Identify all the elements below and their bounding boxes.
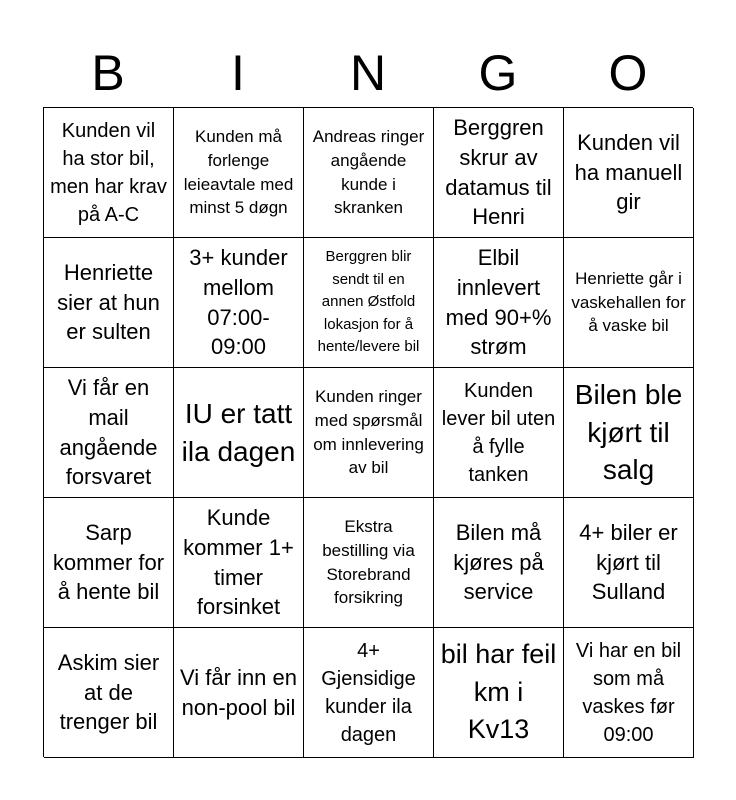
bingo-cell[interactable] <box>304 368 434 498</box>
bingo-cell[interactable] <box>304 498 434 628</box>
cell-text: 3+ kunder mellom 07:00-09:00 <box>189 245 288 360</box>
cell-text: Ekstra bestilling via Storebrand forsikring <box>322 516 415 608</box>
header-letter-o: O <box>608 45 648 101</box>
cell-text: Andreas ringer angående kunde i skranken <box>312 126 425 218</box>
cell-text: Bilen må kjøres på service <box>453 519 544 605</box>
bingo-cell[interactable] <box>44 628 174 758</box>
bingo-cell[interactable] <box>564 628 694 758</box>
cell-text: Kunden må forlenge leieavtale med minst 5 døgn <box>183 126 294 218</box>
bingo-cell[interactable] <box>304 628 434 758</box>
cell-text: Elbil innlevert med 90+% strøm <box>445 245 552 360</box>
cell-text: Askim sier at de trenger bil <box>57 649 160 735</box>
bingo-cell[interactable] <box>564 108 694 238</box>
bingo-cell[interactable] <box>434 108 564 238</box>
cell-text: Berggren blir sendt til en annen Østfold lokasjon for å hente/levere bil <box>317 248 420 356</box>
bingo-cell[interactable] <box>174 498 304 628</box>
bingo-cell[interactable] <box>564 498 694 628</box>
bingo-cell[interactable] <box>434 368 564 498</box>
cell-text: Sarp kommer for å hente bil <box>52 519 165 605</box>
bingo-grid <box>43 107 693 757</box>
cell-text: Vi får en mail angående forsvaret <box>59 375 158 490</box>
bingo-cell[interactable] <box>304 238 434 368</box>
bingo-cell[interactable] <box>564 238 694 368</box>
cell-text: Vi får inn en non-pool bil <box>180 664 298 720</box>
bingo-cell[interactable] <box>44 238 174 368</box>
bingo-cell[interactable] <box>434 498 564 628</box>
cell-text: Kunden ringer med spørsmål om innlevering av bil <box>313 386 424 478</box>
bingo-header <box>43 40 693 106</box>
bingo-cell[interactable] <box>44 108 174 238</box>
cell-text: 4+ Gjensidige kunder ila dagen <box>321 639 416 746</box>
bingo-cell[interactable] <box>564 368 694 498</box>
cell-text: Henriette sier at hun er sulten <box>57 259 160 345</box>
bingo-cell[interactable] <box>174 238 304 368</box>
cell-text: Vi har en bil som må vaskes før 09:00 <box>575 639 682 746</box>
bingo-cell[interactable] <box>434 238 564 368</box>
bingo-cell[interactable] <box>174 368 304 498</box>
cell-text: IU er tatt ila dagen <box>181 397 296 467</box>
bingo-cell[interactable] <box>44 368 174 498</box>
cell-text: Kunden vil ha manuell gir <box>574 129 683 215</box>
cell-text: Berggren skrur av datamus til Henri <box>445 115 552 230</box>
cell-text: bil har feil km i Kv13 <box>440 638 557 745</box>
bingo-cell[interactable] <box>174 628 304 758</box>
cell-text: Kunden vil ha stor bil, men har krav på A-C <box>50 119 167 226</box>
header-letter-n: N <box>349 45 387 101</box>
cell-text: Kunde kommer 1+ timer forsinket <box>183 505 294 620</box>
bingo-cell[interactable] <box>174 108 304 238</box>
bingo-cell[interactable] <box>434 628 564 758</box>
header-letter-g: G <box>478 45 518 101</box>
header-letter-b: B <box>91 45 125 101</box>
cell-text: Bilen ble kjørt til salg <box>574 378 683 486</box>
cell-text: Kunden lever bil uten å fylle tanken <box>441 379 556 486</box>
bingo-cell[interactable] <box>44 498 174 628</box>
header-letter-i: I <box>231 45 245 101</box>
cell-text: 4+ biler er kjørt til Sulland <box>579 519 678 605</box>
cell-text: Henriette går i vaskehallen for å vaske bil <box>571 268 686 336</box>
bingo-cell[interactable] <box>304 108 434 238</box>
